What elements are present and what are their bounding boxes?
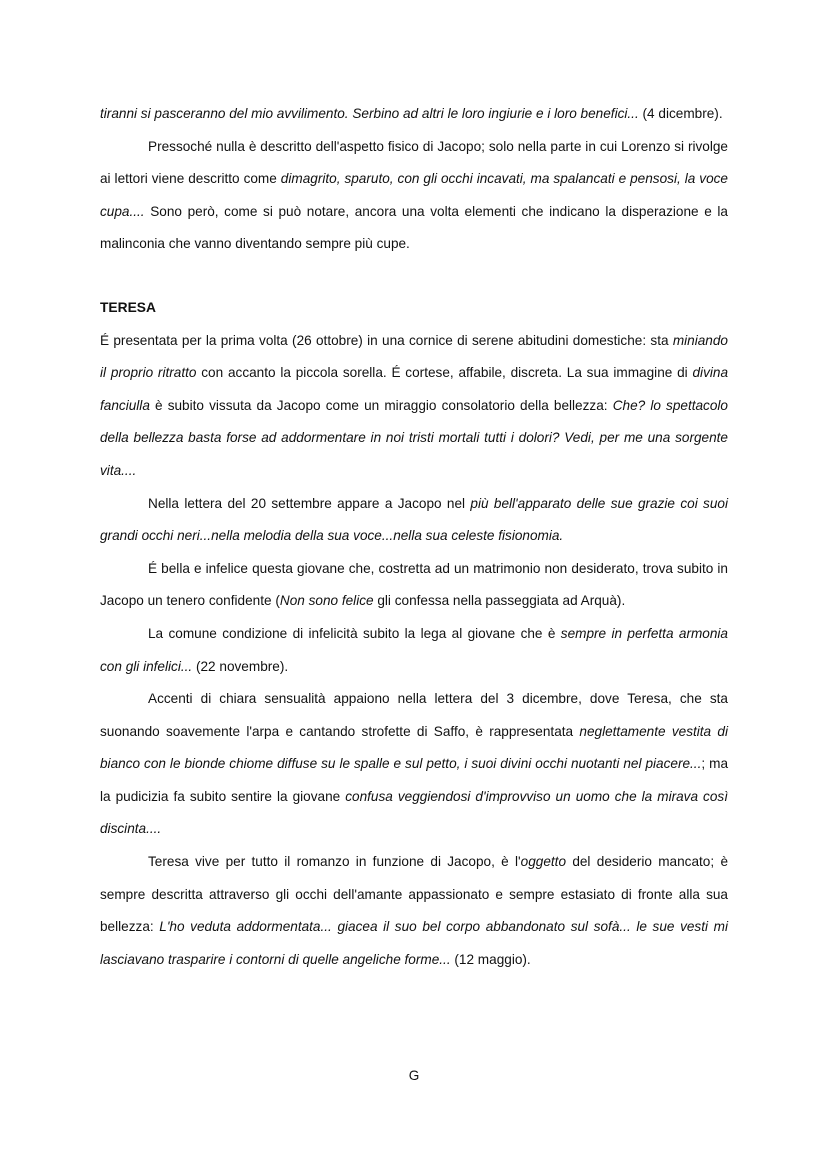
text-run: (22 novembre). — [192, 658, 289, 674]
page-number: G — [408, 1068, 420, 1083]
body-paragraph — [100, 98, 728, 131]
italic-quote: Non sono felice — [279, 593, 374, 609]
text-run: con accanto la piccola sorella. É cortese, affabile, discreta. La sua immagine di — [196, 365, 693, 381]
text-run: (12 maggio). — [450, 951, 531, 967]
italic-quote: sempre in perfetta armonia con gli infelici... — [100, 625, 728, 674]
text-run: del desiderio mancato; è sempre descritta attraverso gli occhi dell'amante appassionato e sempre estasiato di fronte alla sua bellezza: — [100, 854, 728, 935]
text-run: Pressoché nulla è descritto dell'aspetto fisico di Jacopo; solo nella parte in cui Lorenzo si rivolge ai lettori viene descritto come — [100, 138, 728, 187]
text-run: É bella e infelice questa giovane che, costretta ad un matrimonio non desiderato, trova subito in Jacopo un tenero confidente ( — [100, 560, 728, 609]
intro-paragraphs — [100, 98, 728, 261]
italic-quote: confusa veggiendosi d'improvviso un uomo che la mirava così discinta.... — [100, 788, 728, 837]
italic-quote: tiranni si pasceranno del mio avvilimento. Serbino ad altri le loro ingiurie e i loro benefici... — [100, 106, 639, 121]
text-run: La comune condizione di infelicità subito la lega al giovane che è — [148, 625, 561, 641]
text-run: ; ma la pudicizia fa subito sentire la giovane — [100, 756, 729, 804]
italic-quote: oggetto — [520, 854, 567, 870]
body-paragraph — [100, 846, 728, 976]
text-run: É presentata per la prima volta (26 ottobre) in una cornice di serene abitudini domestiche: sta — [100, 332, 673, 348]
page-body — [100, 98, 728, 976]
italic-quote: miniando il proprio ritratto — [100, 332, 728, 381]
italic-quote: più bell'apparato delle sue grazie coi suoi grandi occhi neri...nella melodia della sua voce...nella sua celeste fisionomia. — [100, 495, 728, 544]
text-run: Teresa vive per tutto il romanzo in funzione di Jacopo, è l' — [148, 854, 521, 870]
teresa-paragraphs — [100, 325, 728, 977]
italic-quote: L'ho veduta addormentata... giacea il suo bel corpo abbandonato sul sofà... le sue vesti mi lasciavano trasparire i contorni di quelle angeliche forme... — [100, 919, 728, 967]
text-run: gli confessa nella passeggiata ad Arquà). — [373, 593, 626, 609]
body-paragraph — [100, 131, 728, 261]
italic-quote: dimagrito, sparuto, con gli occhi incavati, ma spalancati e pensosi, la voce cupa.... — [100, 171, 728, 219]
text-run: Sono però, come si può notare, ancora una volta elementi che indicano la disperazione e la malinconia che vanno diventando sempre più cupe. — [100, 203, 728, 252]
body-paragraph — [100, 618, 728, 683]
body-paragraph — [100, 683, 728, 846]
text-run: (4 dicembre). — [638, 106, 723, 121]
body-paragraph — [100, 488, 728, 553]
body-paragraph — [100, 325, 728, 488]
italic-quote: Che? lo spettacolo della bellezza basta forse ad addormentare in noi tristi mortali tutti i dolori? Vedi, per me una sorgente vita.... — [100, 397, 728, 478]
italic-quote: divina fanciulla — [100, 365, 729, 413]
text-run: Nella lettera del 20 settembre appare a Jacopo nel — [148, 495, 471, 511]
text-run: è subito vissuta da Jacopo come un miraggio consolatorio della bellezza: — [149, 397, 613, 413]
italic-quote: neglettamente vestita di bianco con le bionde chiome diffuse su le spalle e sul petto, i suoi divini occhi nuotanti nel piacere... — [100, 723, 728, 772]
section-heading-teresa: TERESA — [100, 299, 156, 315]
body-paragraph — [100, 553, 728, 618]
text-run: Accenti di chiara sensualità appaiono nella lettera del 3 dicembre, dove Teresa, che sta suonando soavemente l'arpa e cantando strofette di Saffo, è rappresentata — [100, 691, 728, 739]
